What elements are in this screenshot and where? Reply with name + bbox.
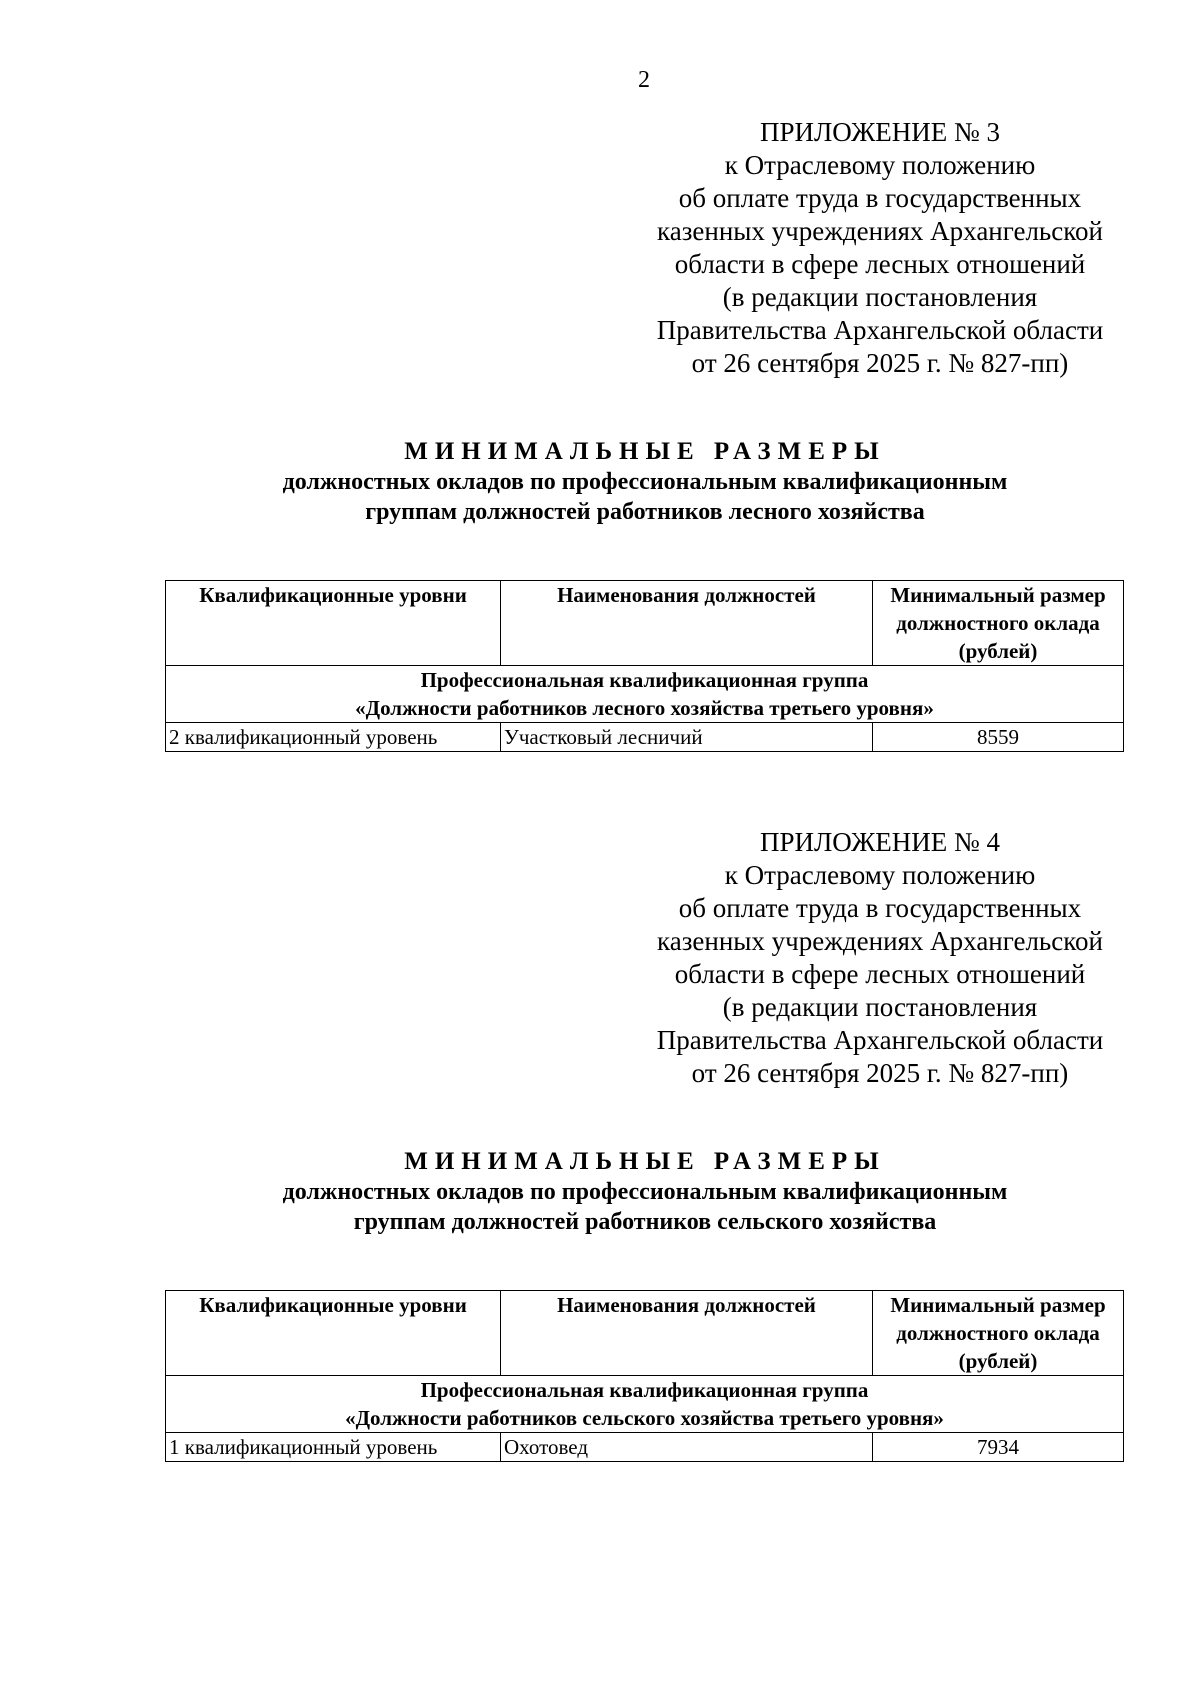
table-header-row bbox=[166, 581, 1124, 666]
appendix-line: области в сфере лесных отношений bbox=[674, 249, 1086, 279]
cell-position: Участковый лесничий bbox=[501, 723, 873, 752]
appendix-title: ПРИЛОЖЕНИЕ № 4 bbox=[759, 827, 1001, 857]
appendix-line: Правительства Архангельской области bbox=[656, 315, 1104, 345]
cell-level: 2 квалификационный уровень bbox=[166, 723, 501, 752]
page-number: 2 bbox=[638, 67, 650, 93]
appendix-line: к Отраслевому положению bbox=[724, 150, 1036, 180]
appendix-line: (в редакции постановления bbox=[722, 992, 1038, 1022]
appendix-line: (в редакции постановления bbox=[722, 282, 1038, 312]
heading-line: должностных окладов по профессиональным квалификационным bbox=[282, 1179, 1008, 1205]
group-title bbox=[166, 1376, 1124, 1433]
cell-position: Охотовед bbox=[501, 1433, 873, 1462]
table-group-row bbox=[166, 666, 1124, 723]
heading-line: группам должностей работников лесного хозяйства bbox=[365, 499, 925, 525]
appendix-line: об оплате труда в государственных bbox=[678, 183, 1082, 213]
salary-table-agriculture bbox=[165, 1290, 1124, 1462]
group-line: «Должности работников сельского хозяйства третьего уровня» bbox=[345, 1406, 944, 1430]
group-line: Профессиональная квалификационная группа bbox=[420, 668, 869, 692]
salary-table-forestry bbox=[165, 580, 1124, 752]
column-header-position: Наименования должностей bbox=[501, 581, 873, 666]
appendix-line: об оплате труда в государственных bbox=[678, 893, 1082, 923]
heading-line: группам должностей работников сельского хозяйства bbox=[353, 1209, 937, 1235]
cell-salary: 8559 bbox=[873, 723, 1124, 752]
section-heading-agriculture bbox=[140, 1147, 1150, 1237]
heading-line: должностных окладов по профессиональным квалификационным bbox=[282, 469, 1008, 495]
group-title bbox=[166, 666, 1124, 723]
table-row bbox=[166, 1433, 1124, 1462]
column-header-salary: Минимальный размер должностного оклада (рублей) bbox=[873, 581, 1124, 666]
appendix-line: области в сфере лесных отношений bbox=[674, 959, 1086, 989]
section-heading-forestry bbox=[140, 437, 1150, 527]
group-line: Профессиональная квалификационная группа bbox=[420, 1378, 869, 1402]
appendix-3-block bbox=[640, 116, 1120, 380]
appendix-line: Правительства Архангельской области bbox=[656, 1025, 1104, 1055]
column-header-salary: Минимальный размер должностного оклада (рублей) bbox=[873, 1291, 1124, 1376]
appendix-line: казенных учреждениях Архангельской bbox=[657, 926, 1103, 956]
column-header-position: Наименования должностей bbox=[501, 1291, 873, 1376]
table-header-row bbox=[166, 1291, 1124, 1376]
appendix-title: ПРИЛОЖЕНИЕ № 3 bbox=[759, 117, 1001, 147]
group-line: «Должности работников лесного хозяйства третьего уровня» bbox=[355, 696, 934, 720]
column-header-level: Квалификационные уровни bbox=[166, 581, 501, 666]
cell-level: 1 квалификационный уровень bbox=[166, 1433, 501, 1462]
appendix-4-block bbox=[640, 826, 1120, 1090]
heading-title: МИНИМАЛЬНЫЕ РАЗМЕРЫ bbox=[404, 1148, 886, 1175]
column-header-level: Квалификационные уровни bbox=[166, 1291, 501, 1376]
heading-title: МИНИМАЛЬНЫЕ РАЗМЕРЫ bbox=[404, 438, 886, 465]
appendix-line: к Отраслевому положению bbox=[724, 860, 1036, 890]
appendix-line: казенных учреждениях Архангельской bbox=[657, 216, 1103, 246]
table-row bbox=[166, 723, 1124, 752]
table-group-row bbox=[166, 1376, 1124, 1433]
cell-salary: 7934 bbox=[873, 1433, 1124, 1462]
appendix-line: от 26 сентября 2025 г. № 827-пп) bbox=[691, 1058, 1069, 1088]
appendix-line: от 26 сентября 2025 г. № 827-пп) bbox=[691, 348, 1069, 378]
